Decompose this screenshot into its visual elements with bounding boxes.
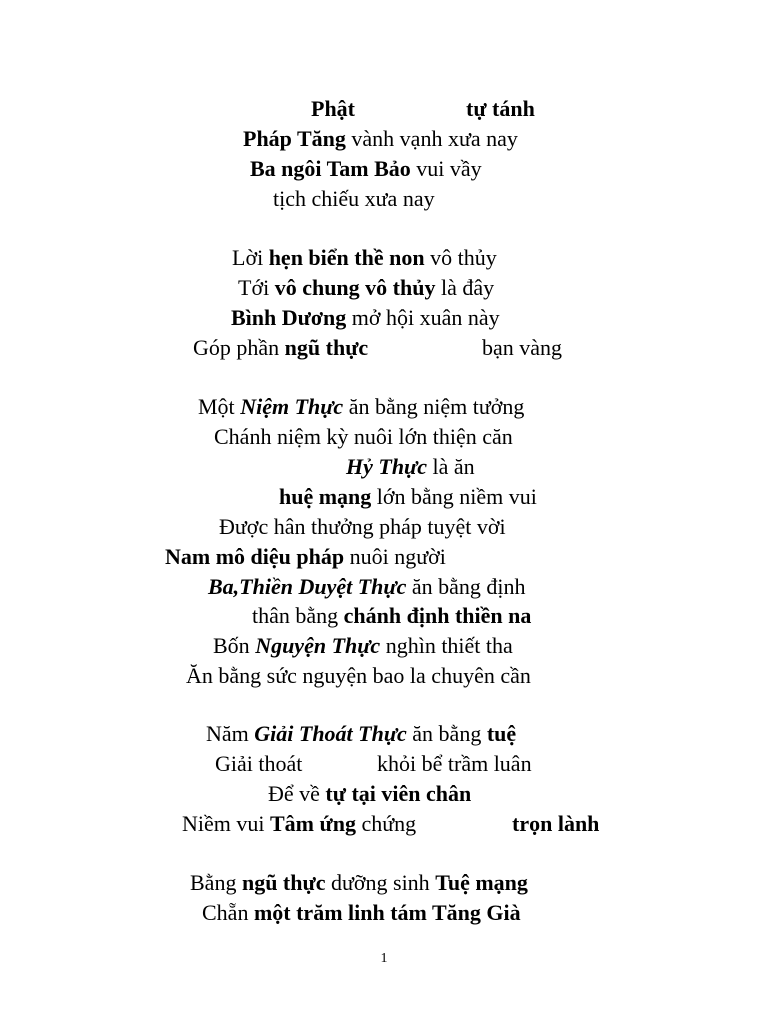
poem-text: nghìn thiết tha [380,633,513,658]
poem-text: Nguyện Thực [255,633,381,658]
poem-text: ăn bằng [406,721,487,746]
poem-text: Để về [268,781,326,806]
poem-line [0,243,768,273]
poem-line [0,392,768,422]
poem-text: dưỡng sinh [325,870,436,895]
poem-line [0,452,768,482]
poem-text: Được hân thưởng pháp tuyệt vời [219,514,506,539]
poem-text: vô thủy [424,245,497,270]
poem-text: Góp phần [193,335,285,360]
poem-text: Ba,Thiền Duyệt Thực [208,574,407,599]
poem-line [0,601,768,631]
poem-line [0,809,768,839]
poem-text: Năm [206,721,255,746]
poem-text: mở hội xuân này [346,305,500,330]
poem-text: Ăn bằng sức nguyện bao la chuyên cần [186,663,531,688]
poem-text: tuệ [486,721,517,746]
poem-text: Ba ngôi Tam Bảo [250,156,411,181]
poem-text: Nam mô diệu pháp [165,544,345,569]
poem-text: bạn vàng [482,335,563,360]
poem-line [0,273,768,303]
poem-text: Tuệ mạng [435,870,528,895]
poem-text: là ăn [427,454,475,479]
poem-line [0,184,768,214]
poem-text: một trăm linh tám Tăng Già [253,900,521,925]
poem-line [0,868,768,898]
poem-line [0,572,768,602]
poem-line [0,124,768,154]
poem-line [0,631,768,661]
poem-text: Niệm Thực [240,394,344,419]
poem-text: Hỷ Thực [346,454,427,479]
poem-text: ngũ thực [241,870,326,895]
poem-line [0,542,768,572]
poem-line [0,482,768,512]
poem-line [0,154,768,184]
poem-text: Pháp Tăng [243,126,346,151]
poem-text: Bằng [190,870,242,895]
poem-line [0,749,768,779]
poem-text: thân bằng [252,603,344,628]
poem-line [0,898,768,928]
poem-text: Chẵn [202,900,254,925]
poem-text: Bình Dương [231,305,347,330]
poem-line [0,422,768,452]
poem-text: hẹn biển thề non [268,245,425,270]
poem-text: Tới [238,275,275,300]
poem-text: nuôi người [344,544,446,569]
poem-line [0,779,768,809]
poem-text: Một [198,394,241,419]
poem-text: ngũ thực [284,335,369,360]
poem-text: Chánh niệm kỳ nuôi lớn thiện căn [214,424,513,449]
poem-line [0,333,768,363]
poem-text: chứng [355,811,417,836]
poem-text: Lời [232,245,269,270]
poem-line [0,512,768,542]
poem-line [0,303,768,333]
poem-line [0,719,768,749]
poem-text: Giải Thoát Thực [254,721,407,746]
poem-text: lớn bằng niềm vui [371,484,537,509]
poem-text: ăn bằng định [406,574,526,599]
poem-text: vui vầy [410,156,482,181]
poem-text: ăn bằng niệm tưởng [343,394,525,419]
poem-line [0,661,768,691]
poem-text: Phật [311,96,355,121]
poem-text: vành vạnh xưa nay [345,126,518,151]
poem-text: Tâm ứng [270,811,356,836]
poem-text: huệ mạng [279,484,372,509]
poem-text: chánh định thiền na [343,603,532,628]
poem-text: tự tánh [466,96,535,121]
poem-text: Niềm vui [182,811,270,836]
poem-text: vô chung vô thủy [274,275,436,300]
poem-text: Giải thoát [215,751,303,776]
poem-text: khỏi bể trầm luân [377,751,532,776]
poem-text: tự tại viên chân [325,781,472,806]
poem-text: tịch chiếu xưa nay [273,186,435,211]
page-number: 1 [380,951,388,966]
poem-text: Bốn [213,633,256,658]
poem-line [0,94,768,124]
poem-text: trọn lành [512,811,600,836]
poem-text: là đây [435,275,495,300]
